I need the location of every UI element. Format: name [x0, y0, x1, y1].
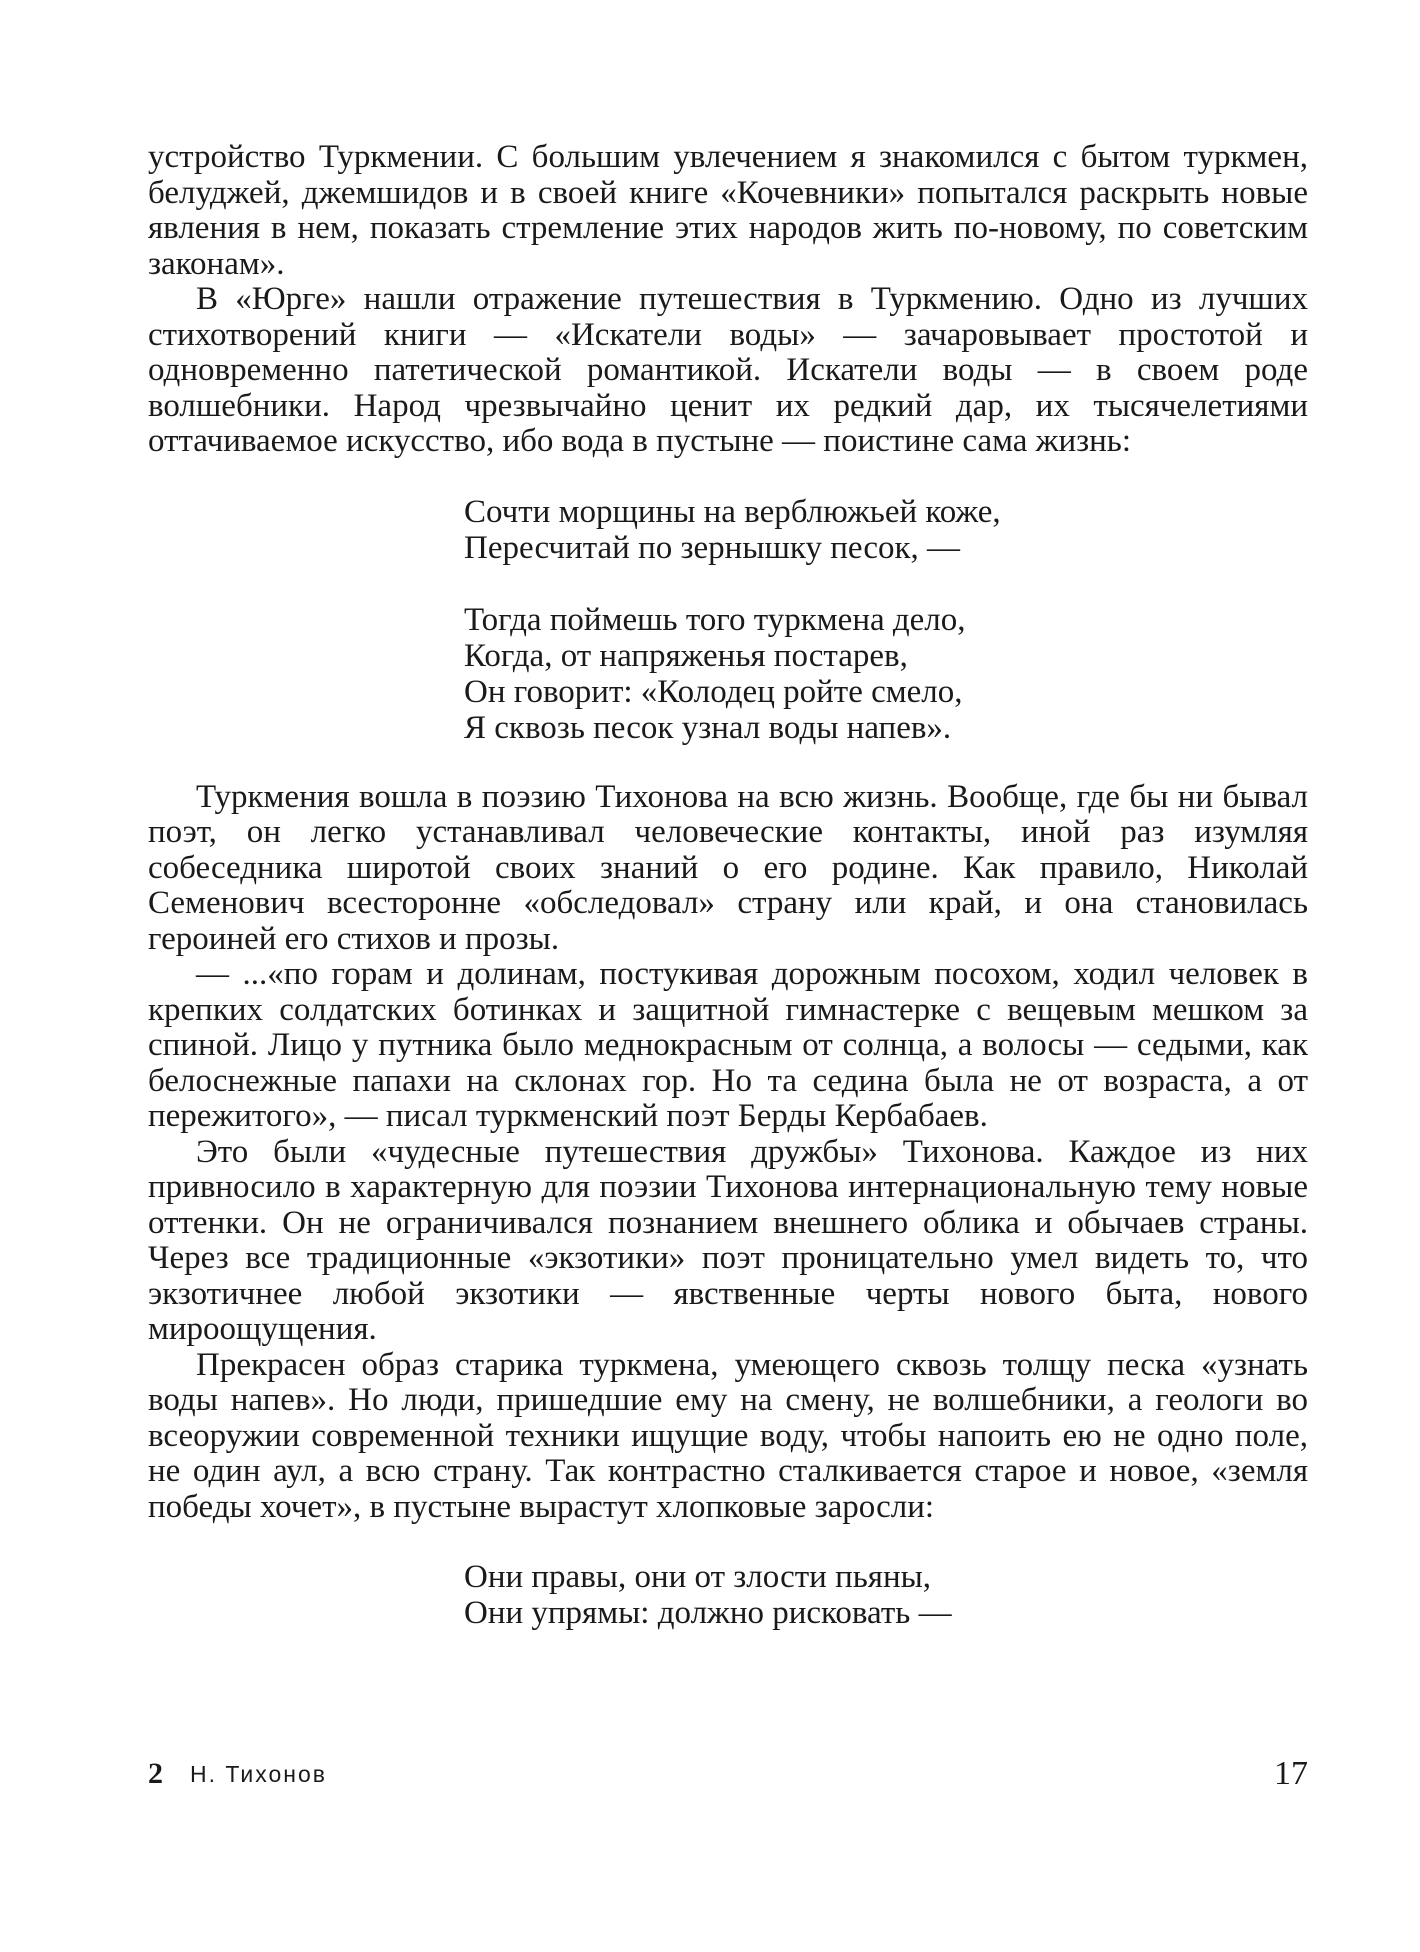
- poem-stanza: [464, 494, 1308, 566]
- page-number: 17: [1274, 1755, 1308, 1792]
- poem-line: Пересчитай по зернышку песок, —: [464, 529, 961, 566]
- paragraph-journeys: Это были «чудесные путешествия дружбы» Тихонова. Каждое из них привносило в характерную для поэзии Тихонова интернациональную тему новые оттенки. Он не ограничивался познанием внешнего облика и обычаев страны. Через все традиционные «экзотики» поэт проницательно умел видеть то, что экзотичнее любой экзотики — явственные черты нового быта, нового мироощущения.: [148, 1133, 1308, 1347]
- poem-line: Они правы, они от злости пьяны,: [464, 1559, 932, 1595]
- paragraph-turkmenia: Туркмения вошла в поэзию Тихонова на всю жизнь. Вообще, где бы ни бывал поэт, он легко устанавливал человеческие контакты, иной раз изумляя собеседника широтой своих знаний о его родине. Как правило, Николай Семенович всесторонне «обследовал» страну или край, и она становилась героиней его стихов и прозы.: [148, 778, 1308, 957]
- poem-stanza: [464, 602, 1308, 746]
- poem-line: Сочти морщины на верблюжьей коже,: [464, 493, 1001, 530]
- poem-line: Тогда поймешь того туркмена дело,: [464, 601, 966, 638]
- poem-line: Я сквозь песок узнал воды напев».: [464, 709, 952, 746]
- paragraph-continuation: устройство Туркмении. С большим увлечением я знакомился с бытом туркмен, белуджей, джемшидов и в своей книге «Кочевники» попытался раскрыть новые явления в нем, показать стремление этих народов жить по-новому, по советским законам».: [148, 139, 1308, 282]
- paragraph-old-turkmen: Прекрасен образ старика туркмена, умеющего сквозь толщу песка «узнать воды напев». Но люди, пришедшие ему на смену, не волшебники, а геологи во всеоружии современной техники ищущие воду, чтобы напоить ею не одно поле, не один аул, а всю страну. Так контрастно сталкивается старое и новое, «земля победы хочет», в пустыне вырастут хлопковые заросли:: [148, 1346, 1308, 1525]
- poem-stanza: [464, 1559, 1308, 1631]
- poem-water-seekers: [464, 494, 1308, 746]
- poem-line: Когда, от напряженья постарев,: [464, 637, 908, 674]
- signature-number: 2: [148, 1757, 163, 1790]
- book-page: [148, 140, 1308, 1631]
- page-footer: [148, 1755, 1308, 1795]
- signature-author: Н. Тихонов: [190, 1761, 328, 1787]
- poem-line: Он говорит: «Колодец ройте смело,: [464, 673, 963, 710]
- poem-line: Они упрямы: должно рисковать —: [464, 1595, 952, 1631]
- poem-cotton: [464, 1559, 1308, 1631]
- paragraph-quote-kerbabaev: — ...«по горам и долинам, постукивая дорожным посохом, ходил человек в крепких солдатских ботинках и защитной гимнастерке с вещевым мешком за спиной. Лицо у путника было меднокрасным от солнца, а волосы — седыми, как белоснежные папахи на склонах гор. Но та седина была не от возраста, а от пережитого», — писал туркменский поэт Берды Кербабаев.: [148, 956, 1308, 1134]
- paragraph-yurga: В «Юрге» нашли отражение путешествия в Туркмению. Одно из лучших стихотворений книги — «Искатели воды» — зачаровывает простотой и одновременно патетической романтикой. Искатели воды — в своем роде волшебники. Народ чрезвычайно ценит их редкий дар, их тысячелетиями оттачиваемое искусство, ибо вода в пустыне — поистине сама жизнь:: [148, 281, 1308, 459]
